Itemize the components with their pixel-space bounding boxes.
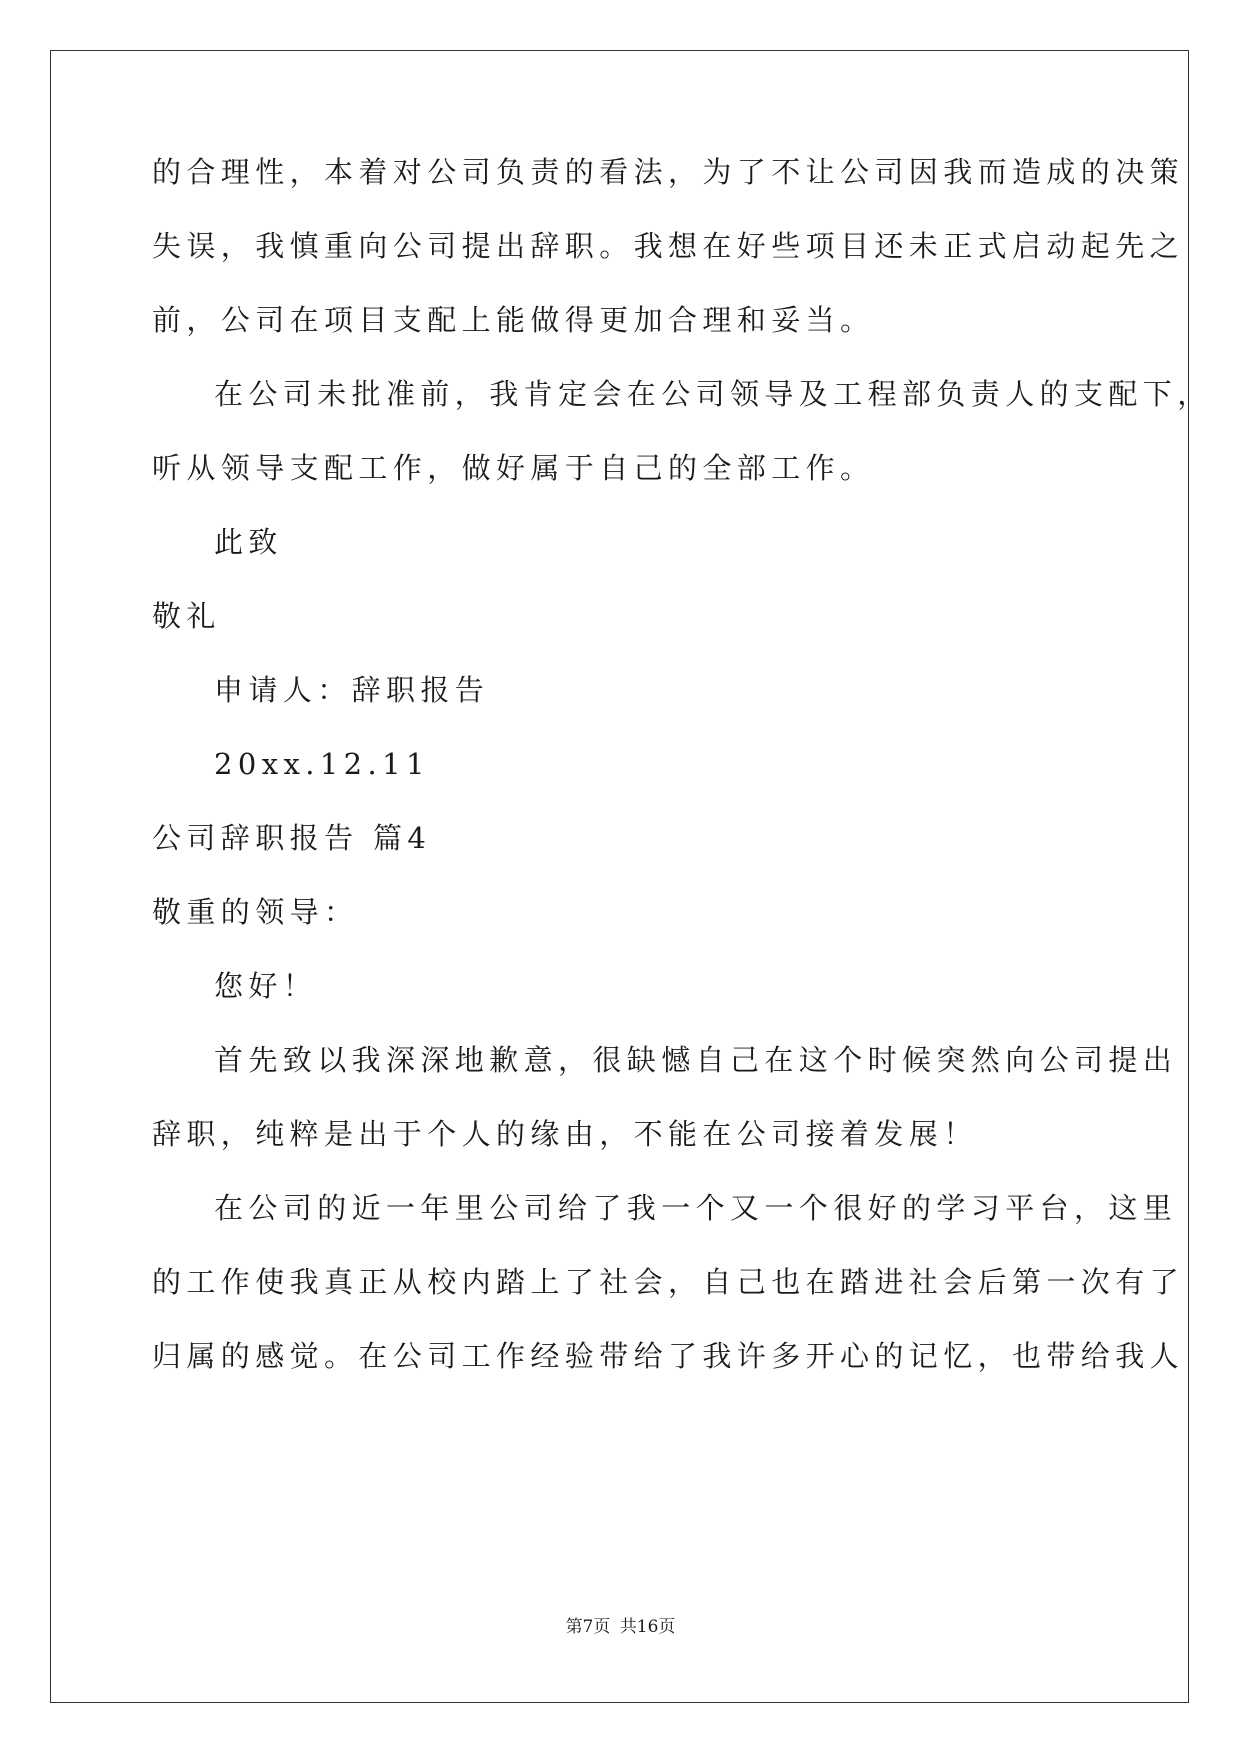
body-line: 辞职，纯粹是出于个人的缘由，不能在公司接着发展！ (152, 1117, 978, 1151)
page-number: 第7页 (565, 1617, 611, 1637)
salutation-closing: 敬礼 (152, 599, 221, 633)
closing-line: 此致 (214, 525, 283, 559)
page-total: 共16页 (619, 1617, 676, 1637)
body-line: 的合理性，本着对公司负责的看法，为了不让公司因我而造成的决策 (152, 155, 1185, 189)
body-line: 在公司的近一年里公司给了我一个又一个很好的学习平台，这里 (214, 1191, 1178, 1225)
body-line: 前，公司在项目支配上能做得更加合理和妥当。 (152, 303, 875, 337)
body-line: 失误，我慎重向公司提出辞职。我想在好些项目还未正式启动起先之 (152, 229, 1185, 263)
body-line: 首先致以我深深地歉意，很缺憾自己在这个时候突然向公司提出 (214, 1043, 1178, 1077)
page-footer (0, 1616, 1241, 1638)
greeting-line: 敬重的领导： (152, 895, 359, 929)
applicant-line: 申请人：辞职报告 (214, 673, 490, 707)
body-line: 听从领导支配工作，做好属于自己的全部工作。 (152, 451, 875, 485)
date-line: 20xx.12.11 (214, 747, 430, 781)
page-border (50, 50, 1189, 1703)
body-line: 归属的感觉。在公司工作经验带给了我许多开心的记忆，也带给我人 (152, 1339, 1185, 1373)
body-line: 的工作使我真正从校内踏上了社会，自己也在踏进社会后第一次有了 (152, 1265, 1185, 1299)
section-heading: 公司辞职报告 篇4 (152, 821, 432, 855)
body-line: 在公司未批准前，我肯定会在公司领导及工程部负责人的支配下， (214, 377, 1212, 411)
greeting-hello: 您好！ (214, 969, 318, 1003)
